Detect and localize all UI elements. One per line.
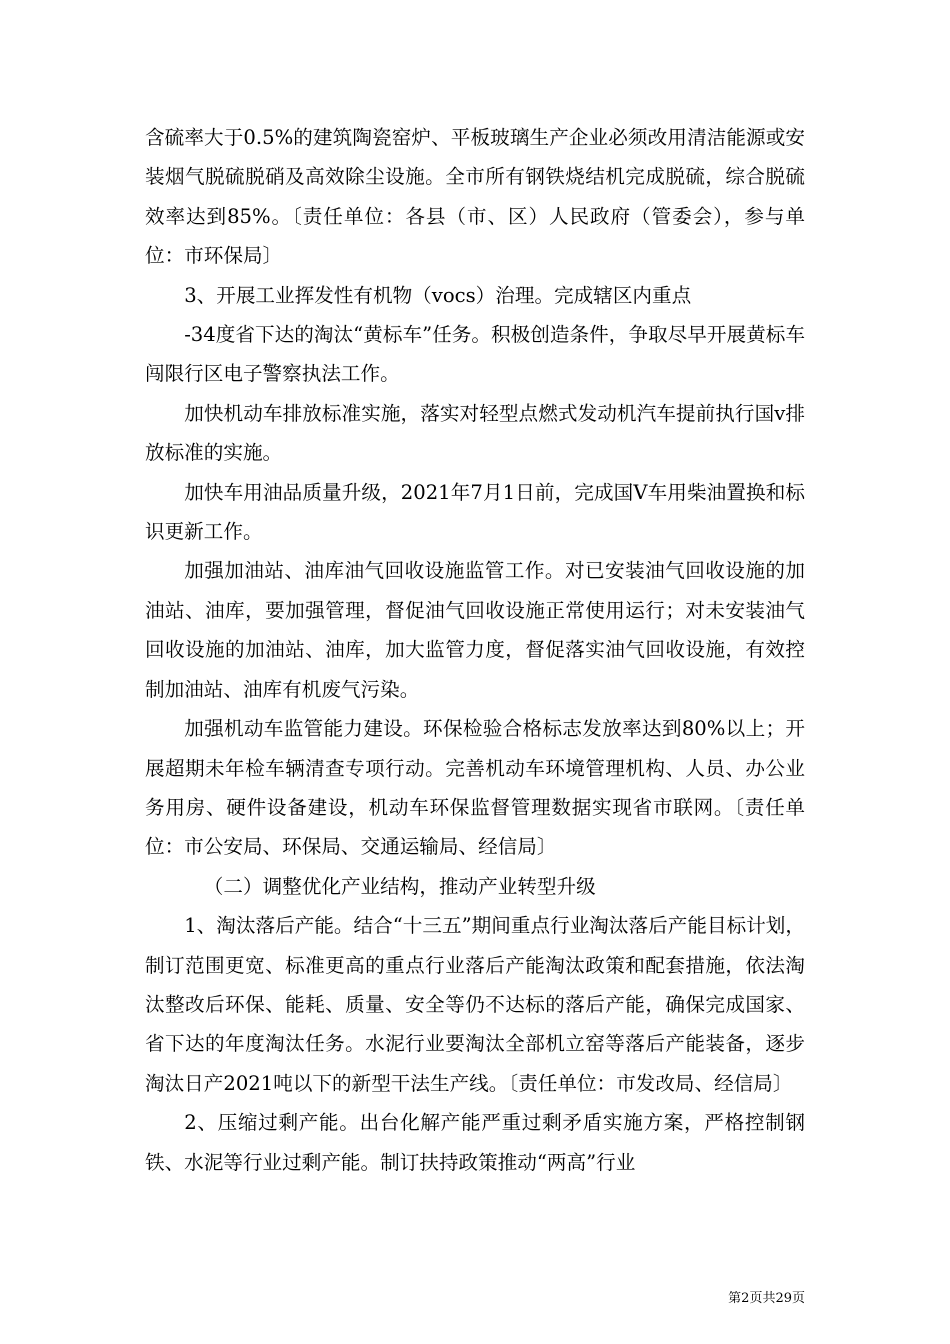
paragraph-1: 含硫率大于0.5%的建筑陶瓷窑炉、平板玻璃生产企业必须改用清洁能源或安装烟气脱硫脱硝及高效除尘设施。全市所有钢铁烧结机完成脱硫，综合脱硫效率达到85%。〔责任单位：各县（市、区）人民政府（管委会），参与单位：市环保局〕 (145, 126, 805, 268)
section-heading: （二）调整优化产业结构，推动产业转型升级 (203, 874, 596, 898)
document-body (145, 118, 805, 1182)
paragraph-4: 加快机动车排放标准实施，落实对轻型点燃式发动机汽车提前执行国v排放标准的实施。 (145, 401, 805, 465)
paragraph-7: 加强机动车监管能力建设。环保检验合格标志发放率达到80%以上；开展超期未年检车辆清查专项行动。完善机动车环境管理机构、人员、办公业务用房、硬件设备建设，机动车环保监督管理数据实现省市联网。〔责任单位：市公安局、环保局、交通运输局、经信局〕 (145, 717, 805, 859)
paragraph-3: -34度省下达的淘汰“黄标车”任务。积极创造条件，争取尽早开展黄标车闯限行区电子警察执法工作。 (145, 323, 805, 386)
paragraph-2: 3、开展工业挥发性有机物（vocs）治理。完成辖区内重点 (184, 283, 692, 307)
paragraph-8: 1、淘汰落后产能。结合“十三五”期间重点行业淘汰落后产能目标计划，制订范围更宽、标准更高的重点行业落后产能淘汰政策和配套措施，依法淘汰整改后环保、能耗、质量、安全等仍不达标的落后产能，确保完成国家、省下达的年度淘汰任务。水泥行业要淘汰全部机立窑等落后产能装备，逐步淘汰日产2021吨以下的新型干法生产线。〔责任单位：市发改局、经信局〕 (145, 914, 805, 1095)
page-number: 第2页共29页 (728, 1291, 805, 1306)
paragraph-5: 加快车用油品质量升级，2021年7月1日前，完成国Ⅴ车用柴油置换和标识更新工作。 (145, 480, 805, 544)
paragraph-9: 2、压缩过剩产能。出台化解产能严重过剩矛盾实施方案，严格控制钢铁、水泥等行业过剩产能。制订扶持政策推动“两高”行业 (145, 1111, 805, 1174)
paragraph-6: 加强加油站、油库油气回收设施监管工作。对已安装油气回收设施的加油站、油库，要加强管理，督促油气回收设施正常使用运行；对未安装油气回收设施的加油站、油库，加大监管力度，督促落实油气回收设施，有效控制加油站、油库有机废气污染。 (145, 559, 805, 701)
